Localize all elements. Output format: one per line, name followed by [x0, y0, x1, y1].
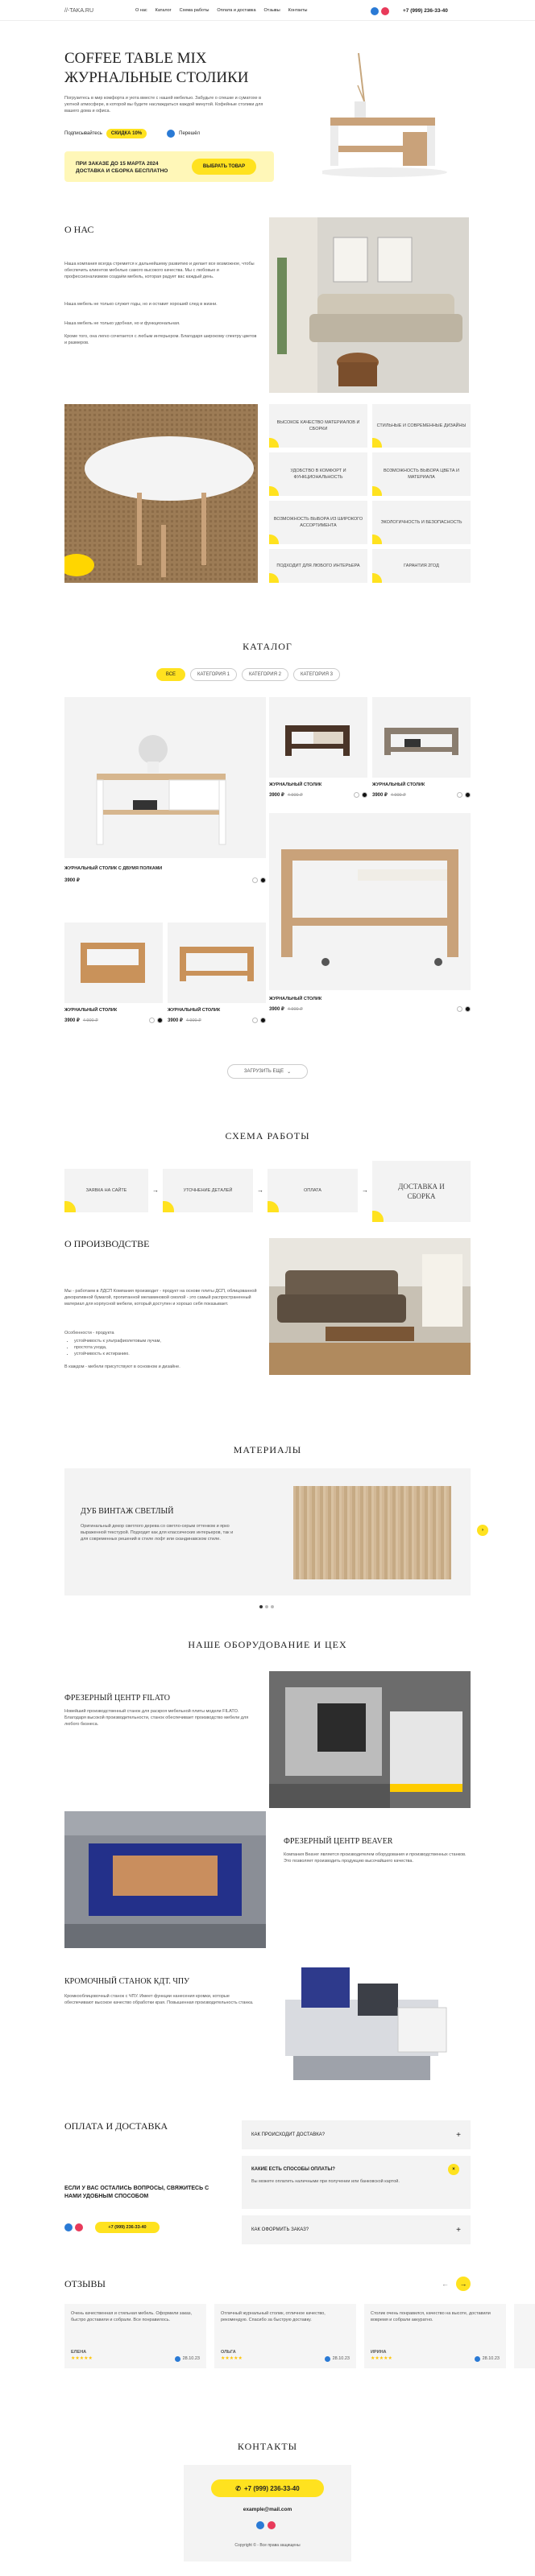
color-swatch[interactable]: [465, 1006, 471, 1012]
logo[interactable]: //-TAKA.RU: [64, 8, 94, 14]
production-p2: В каждом - мебели присутствуют в основном и дизайне.: [64, 1364, 180, 1369]
discount-badge: СКИДКА 10%: [106, 129, 147, 138]
color-swatch[interactable]: [354, 792, 359, 798]
load-more-label: ЗАГРУЗИТЬ ЕЩЕ: [243, 1069, 284, 1074]
product-name: ЖУРНАЛЬНЫЙ СТОЛИК: [168, 1008, 221, 1013]
faq-item[interactable]: [242, 2120, 471, 2149]
reviewer-name: ОЛЬГА: [221, 2350, 236, 2355]
list-item: • устойчивость к истиранию.: [74, 1351, 259, 1357]
nav-about[interactable]: О нас: [135, 8, 147, 13]
nav-contacts[interactable]: Контакты: [288, 8, 308, 13]
vk-icon[interactable]: [381, 7, 389, 15]
hero-title-2: ЖУРНАЛЬНЫЕ СТОЛИКИ: [64, 69, 249, 86]
step-card: ОПЛАТА: [268, 1169, 358, 1212]
faq-item[interactable]: [242, 2215, 471, 2244]
faq-question: КАК ОФОРМИТЬ ЗАКАЗ?: [251, 2227, 309, 2232]
contacts-card: [184, 2465, 351, 2562]
equipment-title: НАШЕ ОБОРУДОВАНИЕ И ЦЕХ: [188, 1639, 347, 1650]
product-price: 3900 ₽: [64, 878, 80, 883]
telegram-icon[interactable]: [167, 130, 175, 138]
chevron-down-icon: ⌄: [287, 1069, 292, 1075]
about-image-room: [269, 217, 469, 393]
product-image: [168, 923, 266, 1003]
vk-icon[interactable]: [75, 2223, 83, 2231]
product-old-price: 4 900 ₽: [390, 793, 406, 798]
review-card: [364, 2304, 506, 2368]
scheme-title: СХЕМА РАБОТЫ: [225, 1130, 310, 1141]
step-card: ЗАЯВКА НА САЙТЕ: [64, 1169, 148, 1212]
equipment-desc: Новейший производственный станок для раскроя мебельной плиты модели FILATO. Благодаря высокой производительности, станок обеспечивает производство мебели для любого бизнеса.: [64, 1709, 249, 1727]
reviewer-name: ИРИНА: [371, 2350, 387, 2355]
review-card: [64, 2304, 206, 2368]
arrow-right-icon[interactable]: ›: [477, 1525, 488, 1536]
equipment-image: [269, 1671, 471, 1808]
color-swatch[interactable]: [362, 792, 367, 798]
hero-image: [322, 37, 471, 190]
color-swatch[interactable]: [252, 1018, 258, 1023]
equipment-name: ФРЕЗЕРНЫЙ ЦЕНТР BEAVER: [284, 1837, 393, 1846]
phone-icon: ✆: [235, 2484, 241, 2492]
contact-question: ЕСЛИ У ВАС ОСТАЛИСЬ ВОПРОСЫ, СВЯЖИТЕСЬ С НАМИ УДОБНЫМ СПОСОБОМ: [64, 2186, 209, 2199]
faq-question: КАКИЕ ЕСТЬ СПОСОБЫ ОПЛАТЫ?: [251, 2167, 335, 2172]
color-swatch[interactable]: [260, 877, 266, 883]
product-card[interactable]: [168, 923, 266, 1035]
equipment-desc: Кромкооблицовочный станок с ЧПУ. Имеет функции нанесения кромки, которые обеспечивают высокое качество обработки края. Повышенная производительность станка.: [64, 1994, 254, 2005]
review-date: 28.10.23: [182, 2356, 200, 2361]
about-p3: Наша мебель не только удобная, но и функциональная.: [64, 321, 180, 326]
nav-catalog[interactable]: Каталог: [155, 8, 172, 13]
step-card: ДОСТАВКА И СБОРКА: [372, 1161, 471, 1222]
filter-all[interactable]: ВСЕ: [156, 668, 185, 681]
close-icon[interactable]: ×: [448, 2164, 459, 2175]
contacts-phone-button[interactable]: [211, 2479, 324, 2497]
equipment-image: [269, 1951, 471, 2088]
product-price: 3900 ₽: [64, 1018, 80, 1023]
phone-label: +7 (999) 236-33-40: [243, 2484, 300, 2492]
product-image: [372, 697, 471, 778]
product-card[interactable]: [269, 697, 367, 810]
footer-copyright: Copyright © - Все права защищены: [234, 2543, 301, 2548]
feature-card: СТИЛЬНЫЕ И СОВРЕМЕННЫЕ ДИЗАЙНЫ: [372, 404, 471, 448]
review-date: 28.10.23: [482, 2356, 500, 2361]
color-swatch[interactable]: [457, 792, 462, 798]
product-name: ЖУРНАЛЬНЫЙ СТОЛИК: [269, 782, 322, 787]
product-name: ЖУРНАЛЬНЫЙ СТОЛИК С ДВУМЯ ПОЛКАМИ: [64, 866, 163, 871]
list-item: • простота ухода,: [74, 1344, 259, 1351]
telegram-icon[interactable]: [371, 7, 379, 15]
about-title: О НАС: [64, 224, 94, 235]
review-text: Отличный журнальный столик, отличное качество, рекомендую. Спасибо за быструю доставку.: [221, 2311, 326, 2322]
equipment-name: ФРЕЗЕРНЫЙ ЦЕНТР FILATO: [64, 1694, 171, 1703]
product-image: [269, 813, 471, 990]
product-image: [64, 923, 163, 1003]
color-swatch[interactable]: [457, 1006, 462, 1012]
product-price: 3900 ₽: [168, 1018, 183, 1023]
faq-question: КАК ПРОИСХОДИТ ДОСТАВКА?: [251, 2132, 326, 2137]
catalog-title: КАТАЛОГ: [243, 641, 292, 652]
feature-card: ВОЗМОЖНОСТЬ ВЫБОРА ИЗ ШИРОКОГО АССОРТИМЕНТА: [269, 501, 367, 544]
material-swatch: [293, 1486, 451, 1579]
equipment-desc: Компания Beaver является производителем оборудования и производственных станков. Это позволяет производить продукцию высочайшего качества.: [284, 1852, 467, 1864]
feature-card: ВОЗМОЖНОСТЬ ВЫБОРА ЦВЕТА И МАТЕРИАЛА: [372, 452, 471, 496]
review-text: Очень качественная и стильная мебель. Оформили заказ, быстро доставили и собрали. Все понравилось.: [71, 2311, 193, 2322]
dot[interactable]: [265, 1605, 268, 1608]
hero-desc: Погрузитесь в мир комфорта и уюта вместе с нашей мебелью. Забудьте о спешке и суматохе в уютной атмосфере, в которой вы будете наслаждаться каждой минутой. Кофейные столики для вашего дома и офиса.: [64, 96, 263, 114]
nav-delivery[interactable]: Оплата и доставка: [217, 8, 256, 13]
promo-banner: [64, 151, 274, 182]
header-phone[interactable]: +7 (999) 236-33-40: [403, 8, 448, 14]
material-name: ДУБ ВИНТАЖ СВЕТЛЫЙ: [81, 1507, 174, 1516]
equipment-name: КРОМОЧНЫЙ СТАНОК КДТ. ЧПУ: [64, 1977, 190, 1986]
production-p1: Мы - работаем в ЛДСП Компания производит - продукт на основе плиты ДСП, облицованной декоративной бумагой, пропитанной меламиновой смолой - это самый распространенный материал для корпусной мебели, который доступен и хорошо себя показывает.: [64, 1289, 257, 1307]
product-name: ЖУРНАЛЬНЫЙ СТОЛИК: [64, 1008, 118, 1013]
color-swatch[interactable]: [149, 1018, 155, 1023]
load-more-button[interactable]: [227, 1064, 308, 1079]
review-text: Столик очень понравился, качество на высоте, доставили вовремя и собрали аккуратно.: [371, 2311, 491, 2322]
arrow-right-icon: →: [257, 1187, 263, 1194]
promo-text: ПРИ ЗАКАЗЕ ДО 15 МАРТА 2024 ДОСТАВКА И СБОРКА БЕСПЛАТНО: [76, 161, 168, 174]
delivery-title: ОПЛАТА И ДОСТАВКА: [64, 2120, 168, 2132]
product-card[interactable]: [64, 697, 266, 890]
vk-icon[interactable]: [268, 2521, 276, 2529]
color-swatch[interactable]: [157, 1018, 163, 1023]
product-image: [269, 697, 367, 778]
product-image: [64, 697, 266, 858]
about-p1: Наша компания всегда стремится к дальнейшему развитию и делает все возможное, чтобы обеспечить клиентов мебелью самого высокого качества. Мы с любовью и профессионализмом создаём мебель, которая радует вас каждый день.: [64, 262, 255, 279]
contacts-email[interactable]: example@mail.com: [243, 2507, 292, 2512]
equipment-image: [64, 1811, 266, 1948]
vk-icon: [325, 2356, 330, 2362]
product-old-price: 4 900 ₽: [287, 1007, 303, 1012]
rating-stars: ★★★★★: [371, 2356, 392, 2361]
arrow-left-icon[interactable]: ←: [442, 2280, 449, 2288]
filter-category-2[interactable]: КАТЕГОРИЯ 2: [242, 668, 288, 681]
product-old-price: 4 900 ₽: [82, 1018, 98, 1023]
production-image: [269, 1238, 471, 1375]
product-card[interactable]: [64, 923, 163, 1035]
production-title: О ПРОИЗВОДСТВЕ: [64, 1238, 150, 1249]
about-p4: Кроме того, она легко сочетается с любым интерьером. Благодаря широкому спектру цветов и размеров.: [64, 334, 257, 345]
faq-item-open[interactable]: [242, 2156, 471, 2209]
product-name: ЖУРНАЛЬНЫЙ СТОЛИК: [269, 997, 322, 1001]
header: [0, 0, 535, 21]
material-card: [64, 1468, 471, 1596]
review-card: [214, 2304, 356, 2368]
about-p2: Наша мебель не только служит годы, но и оставит хороший след в жизни.: [64, 302, 218, 307]
reviewer-name: ЕЛЕНА: [71, 2350, 87, 2355]
filter-category-3[interactable]: КАТЕГОРИЯ 3: [293, 668, 340, 681]
phone-label: +7 (999) 236-33-40: [108, 2225, 147, 2230]
product-old-price: 4 900 ₽: [287, 793, 303, 798]
rating-stars: ★★★★★: [71, 2356, 93, 2361]
choose-product-button[interactable]: ВЫБРАТЬ ТОВАР: [192, 159, 256, 175]
product-card[interactable]: [372, 697, 471, 810]
subscribe-label: Подписывайтесь: [64, 131, 102, 136]
production-list: [74, 1338, 259, 1357]
top-nav: [135, 8, 307, 13]
product-price: 3900 ₽: [269, 1007, 284, 1012]
channel-link[interactable]: Перешёл: [179, 131, 201, 136]
product-name: ЖУРНАЛЬНЫЙ СТОЛИК: [372, 782, 425, 787]
contacts-title: КОНТАКТЫ: [237, 2441, 298, 2452]
contacts-socials: [256, 2521, 276, 2529]
dot-active[interactable]: [259, 1605, 263, 1608]
about-image-table: [64, 404, 258, 583]
vk-icon: [475, 2356, 480, 2362]
feature-card: ВЫСОКОЕ КАЧЕСТВО МАТЕРИАЛОВ И СБОРКИ: [269, 404, 367, 448]
plus-icon: +: [456, 2225, 461, 2235]
step-card: УТОЧНЕНИЕ ДЕТАЛЕЙ: [163, 1169, 253, 1212]
product-card[interactable]: [269, 813, 471, 1022]
hero-title-1: COFFEE TABLE MIX: [64, 50, 207, 67]
arrow-right-icon: →: [362, 1187, 368, 1194]
feature-card: УДОБСТВО В КОМФОРТ И ФУНКЦИОНАЛЬНОСТЬ: [269, 452, 367, 496]
production-list-title: Особенности - продукта: [64, 1331, 114, 1335]
plus-icon: +: [456, 2130, 461, 2140]
review-date: 28.10.23: [332, 2356, 350, 2361]
color-swatch[interactable]: [252, 877, 258, 883]
slider-dots: [259, 1605, 274, 1608]
nav-reviews[interactable]: Отзывы: [263, 8, 280, 13]
reviews-title: ОТЗЫВЫ: [64, 2278, 106, 2289]
arrow-right-icon: →: [152, 1187, 159, 1194]
list-item: • устойчивость к ультрафиолетовым лучам,: [74, 1338, 259, 1344]
color-swatch[interactable]: [260, 1018, 266, 1023]
feature-card: ГАРАНТИЯ 2ГОД: [372, 549, 471, 583]
arrow-right-icon[interactable]: →: [456, 2277, 471, 2291]
dot[interactable]: [271, 1605, 274, 1608]
rating-stars: ★★★★★: [221, 2356, 243, 2361]
color-swatch[interactable]: [465, 792, 471, 798]
review-card-partial: [514, 2304, 535, 2368]
feature-card: ПОДХОДИТ ДЛЯ ЛЮБОГО ИНТЕРЬЕРА: [269, 549, 367, 583]
faq-answer: Вы можете оплатить наличными при получении или банковской картой.: [251, 2179, 400, 2184]
feature-card: ЭКОЛОГИЧНОСТЬ И БЕЗОПАСНОСТЬ: [372, 501, 471, 544]
material-desc: Оригинальный декор светлого дерева со светло-серым оттенком и ярко выраженной текстурой. Подходит как для классических интерьеров, так и для современных решений в стиле лофт или скандинавском стиле.: [81, 1524, 234, 1542]
filter-category-1[interactable]: КАТЕГОРИЯ 1: [190, 668, 237, 681]
telegram-icon[interactable]: [256, 2521, 264, 2529]
vk-icon: [175, 2356, 180, 2362]
hero-subscribe: [64, 129, 200, 138]
catalog-filters: [156, 668, 340, 681]
telegram-icon[interactable]: [64, 2223, 73, 2231]
materials-title: МАТЕРИАЛЫ: [233, 1444, 302, 1455]
product-price: 3900 ₽: [372, 793, 388, 798]
nav-scheme[interactable]: Схема работы: [179, 8, 209, 13]
product-price: 3900 ₽: [269, 793, 284, 798]
product-old-price: 4 900 ₽: [185, 1018, 201, 1023]
delivery-phone-button[interactable]: [95, 2222, 160, 2233]
